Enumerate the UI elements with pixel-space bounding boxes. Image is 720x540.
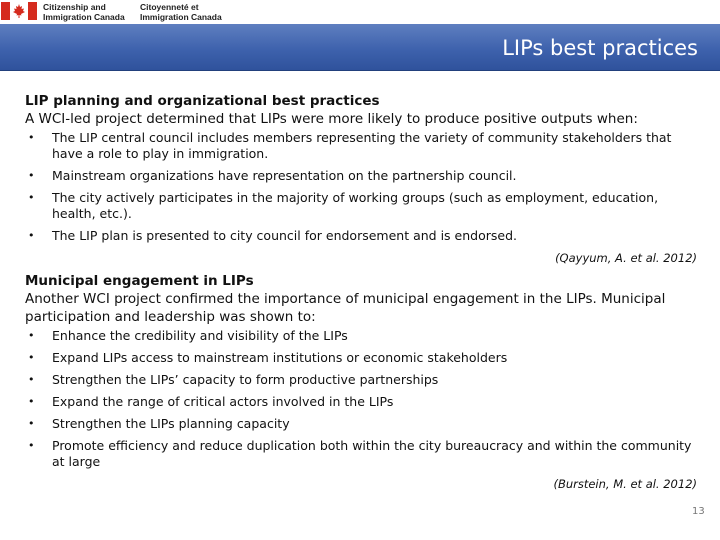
bullet-text: The LIP plan is presented to city council for endorsement and is endorsed. [52, 228, 517, 243]
government-header [0, 0, 720, 24]
bullet-icon: • [28, 351, 35, 364]
section-municipal-intro: Another WCI project confirmed the importance of municipal engagement in the LIPs. Municipal participation and leadership was shown to: [25, 291, 666, 325]
bullet-text: Enhance the credibility and visibility of the LIPs [52, 328, 348, 343]
department-en-line2: Immigration Canada [43, 11, 125, 22]
bullet-text: Mainstream organizations have representation on the partnership council. [52, 168, 517, 183]
bullet-item [25, 372, 705, 388]
bullet-icon: • [28, 417, 35, 430]
bullet-item [25, 168, 705, 184]
bullet-item [25, 350, 705, 366]
bullet-text: Strengthen the LIPs planning capacity [52, 416, 290, 431]
title-banner [0, 24, 720, 71]
bullet-item [25, 394, 705, 410]
section-planning-citation: (Qayyum, A. et al. 2012) [555, 251, 697, 265]
bullet-text: The city actively participates in the majority of working groups (such as employment, education, health, etc.). [52, 190, 659, 221]
section-municipal-citation: (Burstein, M. et al. 2012) [553, 477, 697, 491]
section-municipal [25, 273, 705, 492]
bullet-icon: • [28, 395, 35, 408]
section-municipal-bullets [25, 328, 705, 470]
bullet-item [25, 130, 705, 162]
department-en-line1: Citizenship and [43, 2, 106, 12]
bullet-item [25, 228, 705, 244]
bullet-icon: • [28, 131, 35, 144]
bullet-icon: • [28, 373, 35, 386]
slide-content [25, 93, 705, 492]
bullet-icon: • [28, 439, 35, 452]
bullet-text: Expand the range of critical actors involved in the LIPs [52, 394, 394, 409]
bullet-item [25, 438, 705, 470]
section-planning-title: LIP planning and organizational best practices [25, 93, 380, 109]
slide-title: LIPs best practices [502, 36, 698, 60]
department-fr-line1: Citoyenneté et [140, 2, 199, 12]
section-planning-bullets [25, 130, 705, 244]
bullet-text: Expand LIPs access to mainstream institutions or economic stakeholders [52, 350, 508, 365]
section-planning [25, 93, 705, 266]
bullet-item [25, 190, 705, 222]
bullet-text: Promote efficiency and reduce duplication both within the city bureaucracy and within the community at large [52, 438, 692, 469]
bullet-icon: • [28, 169, 35, 182]
bullet-item [25, 328, 705, 344]
department-fr-line2: Immigration Canada [140, 11, 222, 22]
bullet-icon: • [28, 191, 35, 204]
canada-flag-icon [1, 2, 37, 20]
maple-leaf-icon [13, 4, 25, 18]
section-planning-intro: A WCI-led project determined that LIPs were more likely to produce positive outputs when: [25, 111, 638, 127]
bullet-text: The LIP central council includes members representing the variety of community stakeholders that have a role to play in immigration. [52, 130, 672, 161]
page-number: 13 [692, 506, 705, 517]
bullet-item [25, 416, 705, 432]
bullet-icon: • [28, 329, 35, 342]
department-name-english [43, 3, 125, 22]
bullet-icon: • [28, 229, 35, 242]
bullet-text: Strengthen the LIPs’ capacity to form productive partnerships [52, 372, 439, 387]
section-municipal-title: Municipal engagement in LIPs [25, 273, 254, 289]
department-name-french [140, 3, 222, 22]
